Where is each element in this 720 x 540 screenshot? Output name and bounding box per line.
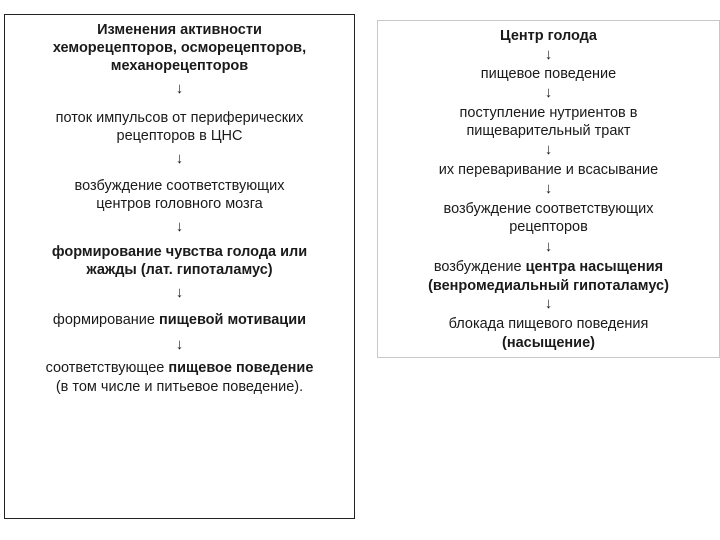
right-title: Центр голода (500, 28, 597, 44)
left-title: Изменения активности хеморецепторов, осморецепторов, механорецепторов (52, 22, 307, 74)
left-arrow-2: ↓ (175, 150, 184, 167)
right-flowchart-box (377, 20, 720, 358)
right-step-block: блокада пищевого поведения (448, 316, 649, 332)
right-step-satiety-prefix: возбуждение (433, 259, 526, 275)
right-arrow-4: ↓ (544, 180, 553, 197)
left-arrow-5: ↓ (175, 336, 184, 353)
right-arrow-5: ↓ (544, 238, 553, 255)
left-step-hunger-thirst: формирование чувства голода или жажды (лат. гипоталамус) (51, 244, 308, 278)
right-step-receptors: возбуждение соответствующих рецепторов (443, 201, 654, 235)
right-step-satiety-center (378, 258, 719, 276)
left-step-impulse-flow: поток импульсов от периферических рецепторов в ЦНС (55, 110, 304, 144)
left-step-brain-centers: возбуждение соответствующих центров головного мозга (74, 178, 285, 212)
left-step-food-motivation-prefix: формирование (52, 312, 159, 328)
left-step-behavior-prefix: соответствующее (45, 360, 169, 376)
left-arrow-3: ↓ (175, 218, 184, 235)
left-arrow-1: ↓ (175, 80, 184, 97)
left-arrow-4: ↓ (175, 284, 184, 301)
left-step-behavior-note: (в том числе и питьевое поведение). (55, 379, 304, 395)
right-step-food-behavior: пищевое поведение (480, 66, 617, 82)
right-step-satiety-bold: центра насыщения (525, 259, 664, 275)
right-arrow-3: ↓ (544, 141, 553, 158)
right-step-hypothalamus: (венромедиальный гипоталамус) (428, 278, 669, 294)
right-step-digestion: их переваривание и всасывание (438, 162, 659, 178)
right-arrow-6: ↓ (544, 295, 553, 312)
right-arrow-2: ↓ (544, 84, 553, 101)
right-arrow-1: ↓ (544, 46, 553, 63)
left-step-food-motivation-bold: пищевой мотивации (158, 312, 307, 328)
right-step-satiation: (насыщение) (502, 335, 595, 351)
left-step-food-motivation (5, 311, 354, 329)
right-step-nutrients: поступление нутриентов в пищеварительный тракт (459, 105, 638, 139)
left-step-behavior-bold: пищевое поведение (168, 360, 314, 376)
left-flowchart-box (4, 14, 355, 519)
left-step-behavior (5, 359, 354, 377)
